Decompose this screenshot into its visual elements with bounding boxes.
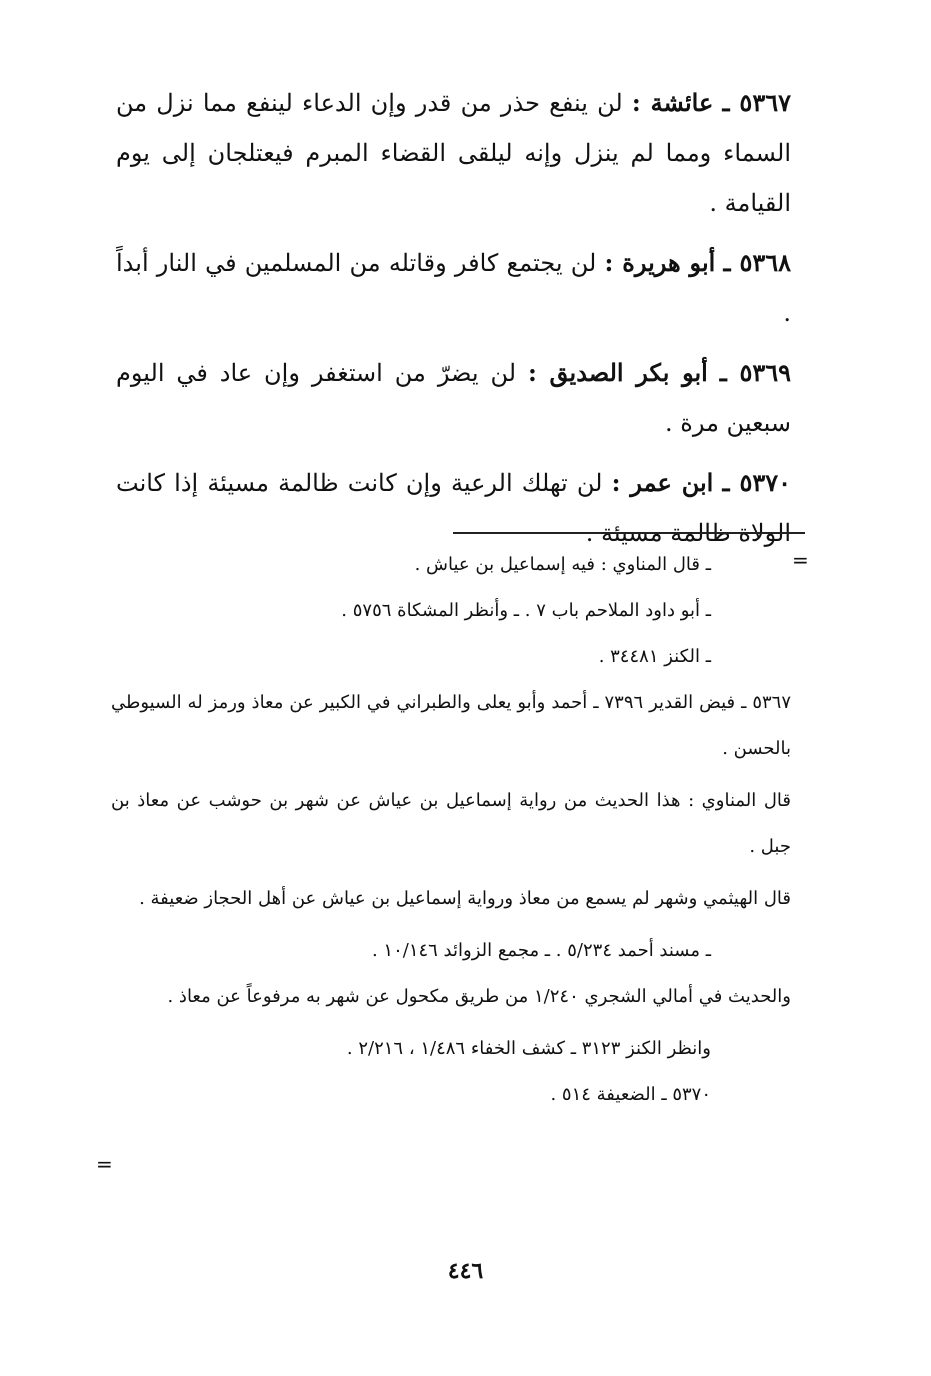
hadith-entry	[116, 238, 791, 338]
narrator-name: عائشة :	[631, 88, 714, 117]
entry-number: ٥٣٦٨ ـ	[723, 248, 791, 277]
footnote-line: ٥٣٧٠ ـ الضعيفة ٥١٤ .	[550, 1084, 711, 1105]
hadith-entry	[116, 78, 791, 228]
footnote-line: ـ مسند أحمد ٥/٢٣٤ . ـ مجمع الزوائد ١٠/١٤٦ .	[371, 940, 711, 961]
continuation-mark-bottom: =	[96, 1152, 113, 1176]
hadith-text: لن يجتمع كافر وقاتله من المسلمين في النار أبداً .	[116, 249, 791, 327]
footnote-line: ـ أبو داود الملاحم باب ٧ . ـ وأنظر المشكاة ٥٧٥٦ .	[341, 600, 711, 621]
hadith-text: لن تهلك الرعية وإن كانت ظالمة مسيئة إذا كانت الولاة ظالمة مسيئة .	[116, 469, 791, 547]
hadith-entries	[116, 78, 791, 568]
footnote-line: قال الهيثمي وشهر لم يسمع من معاذ ورواية إسماعيل بن عياش عن أهل الحجاز ضعيفة .	[139, 888, 791, 909]
footnote-divider	[453, 532, 805, 534]
entry-number: ٥٣٦٧ ـ	[722, 88, 791, 117]
narrator-name: أبو بكر الصديق :	[528, 358, 708, 387]
entry-number: ٥٣٧٠ ـ	[722, 468, 791, 497]
entry-number: ٥٣٦٩ ـ	[719, 358, 792, 387]
narrator-name: أبو هريرة :	[604, 248, 716, 277]
page-number: ٤٤٦	[447, 1258, 484, 1284]
narrator-name: ابن عمر :	[611, 468, 714, 497]
footnote-line: ـ قال المناوي : فيه إسماعيل بن عياش .	[414, 554, 711, 575]
footnote-line: وانظر الكنز ٣١٢٣ ـ كشف الخفاء ١/٤٨٦ ، ٢/٢١٦ .	[346, 1038, 711, 1059]
hadith-text: لن ينفع حذر من قدر وإن الدعاء لينفع مما نزل من السماء ومما لم ينزل وإنه ليلقى القضاء المبرم فيعتلجان إلى يوم القيامة .	[116, 89, 791, 217]
footnote-line: ـ الكنز ٣٤٤٨١ .	[598, 646, 711, 667]
hadith-entry	[116, 348, 791, 448]
footnote-line: قال المناوي : هذا الحديث من رواية إسماعيل بن عياش عن شهر بن حوشب عن معاذ بن جبل .	[111, 790, 791, 857]
hadith-text: لن يضرّ من استغفر وإن عاد في اليوم سبعين مرة .	[116, 359, 791, 437]
continuation-mark-top: =	[792, 548, 809, 572]
footnote-line: ٥٣٦٧ ـ فيض القدير ٧٣٩٦ ـ أحمد وأبو يعلى والطبراني في الكبير عن معاذ ورمز له السيوطي بالحسن .	[111, 692, 792, 759]
footnotes	[111, 542, 791, 1118]
footnote-line: والحديث في أمالي الشجري ١/٢٤٠ من طريق مكحول عن شهر به مرفوعاً عن معاذ .	[167, 986, 791, 1007]
